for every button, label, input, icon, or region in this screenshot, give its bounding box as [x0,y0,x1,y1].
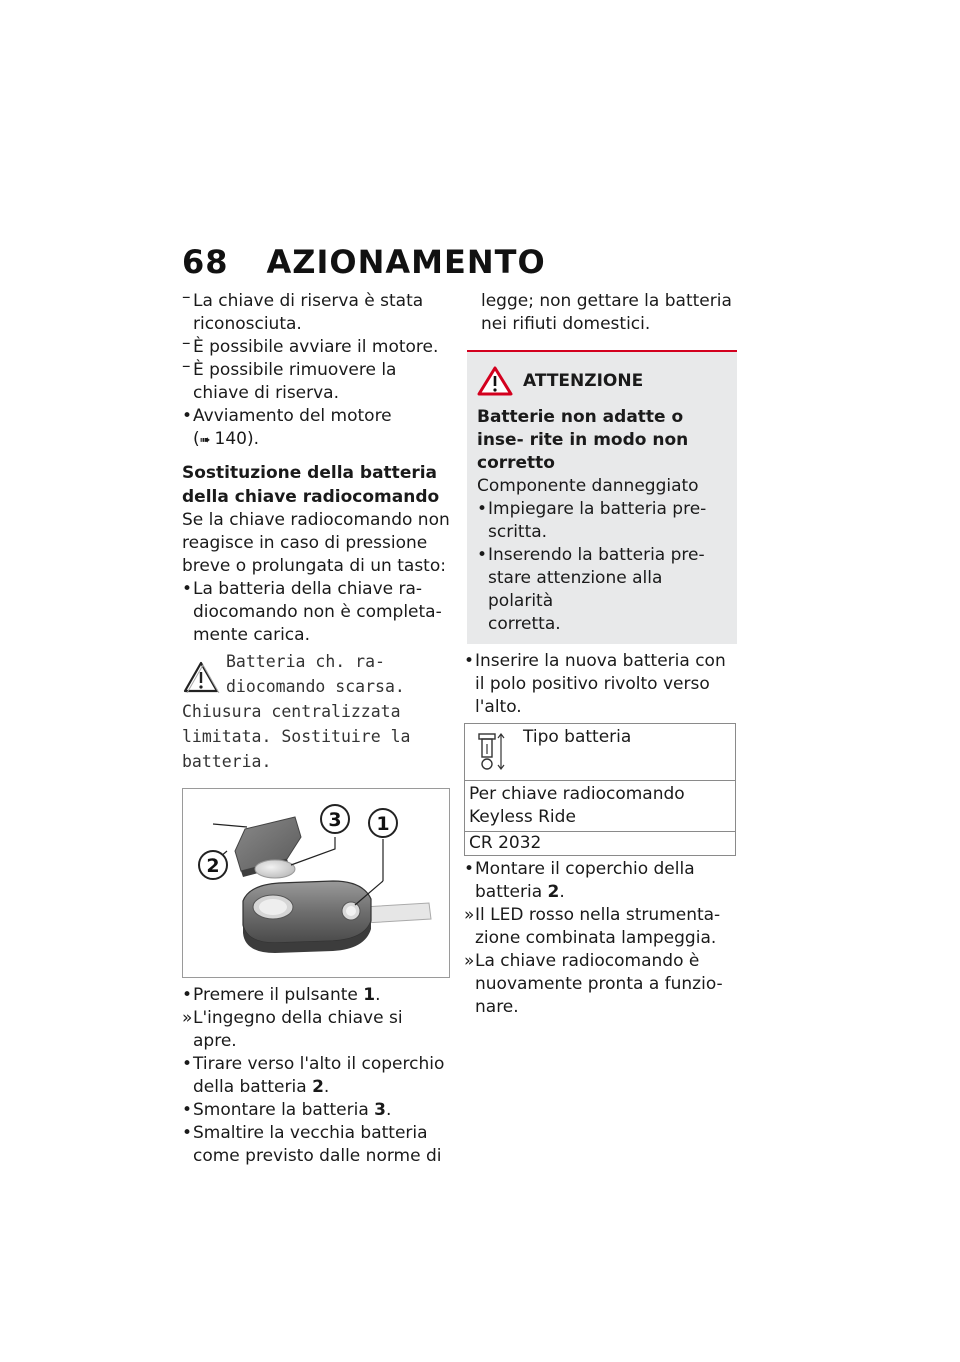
list-item: – È possibile avviare il motore. [182,333,439,357]
list-item: • Montare il coperchio della batteria 2. [464,859,695,902]
bullet-marker: • [182,579,193,599]
list-item: – È possibile rimuovere la chiave di riserva. [182,356,397,403]
list-item: • Impiegare la batteria pre- scritta. [477,499,707,542]
battery-spec-table [464,723,736,856]
arrow-right-icon: ➠ [199,433,211,448]
intro-paragraph: Se la chiave radiocomando non reagisce in caso di pressione breve o prolungata di un tasto: [182,510,450,576]
list-item: • Smaltire la vecchia batteria come previsto dalle norme di [182,1123,442,1166]
warning-triangle-icon [477,366,513,396]
continued-text: legge; non gettare la batteria nei rifiuti domestici. [481,291,732,334]
table-row [465,832,736,856]
list-item: » La chiave radiocomando è nuovamente pronta a funzio- nare. [464,951,723,1017]
spec-header-label: Tipo batteria [523,727,632,747]
spec-row-label: Per chiave radiocomando Keyless Ride [465,781,736,832]
radio-key-illustration [183,789,449,977]
right-column [464,290,736,1019]
dash-marker: – [182,333,191,353]
warning-heading: Batterie non adatte o inse- rite in modo non corretto [477,407,689,473]
bullet-marker: • [182,406,193,426]
page-header [182,243,546,281]
dash-marker: – [182,287,191,307]
svg-text:2: 2 [206,855,220,877]
page-reference[interactable]: (➠ 140). [193,428,450,452]
svg-text:1: 1 [376,813,390,835]
list-item: » L'ingegno della chiave si apre. [182,1008,403,1051]
list-item: • Premere il pulsante 1. [182,985,381,1005]
spec-row-value: CR 2032 [465,832,736,856]
list-item: – La chiave di riserva è stata riconosciuta. [182,287,424,334]
callout-1 [369,809,397,837]
key-battery-figure [182,788,450,978]
left-column [182,287,450,1168]
list-item: • Tirare verso l'alto il coperchio della batteria 2. [182,1054,445,1097]
list-item: • Avviamento del motore (➠ 140). [182,405,450,452]
chapter-title: AZIONAMENTO [266,243,546,281]
procedure-steps [182,984,450,1168]
list-item: • La batteria della chiave ra- diocomando non è completa- mente carica. [182,579,442,645]
page-number: 68 [182,243,229,281]
list-item: • Inserire la nuova batteria con il polo positivo rivolto verso l'alto. [464,651,726,717]
warning-consequence: Componente danneggiato [477,476,699,496]
dash-marker: – [182,356,191,376]
list-item: • Smontare la batteria 3. [182,1100,392,1120]
table-row [465,724,736,781]
list-item: » Il LED rosso nella strumenta- zione combinata lampeggia. [464,905,721,948]
svg-text:3: 3 [328,809,342,831]
callout-2 [199,851,227,879]
warning-triangle-icon [182,657,220,693]
warning-title: ATTENZIONE [523,370,644,391]
table-row [465,781,736,832]
spec-header-cell [465,724,736,781]
procedure-steps [464,858,736,1019]
display-message: Batteria ch. ra- diocomando scarsa. Chiusura centralizzata limitata. Sostituire la batteria. [182,652,411,771]
list-item: • Inserendo la batteria pre- stare attenzione alla polarità corretta. [477,545,705,634]
callout-3 [321,805,349,833]
section-heading: Sostituzione della batteria della chiave radiocomando [182,463,440,507]
warning-box [467,350,737,644]
warning-title-row [477,366,727,396]
battery-tech-icon [477,732,507,772]
